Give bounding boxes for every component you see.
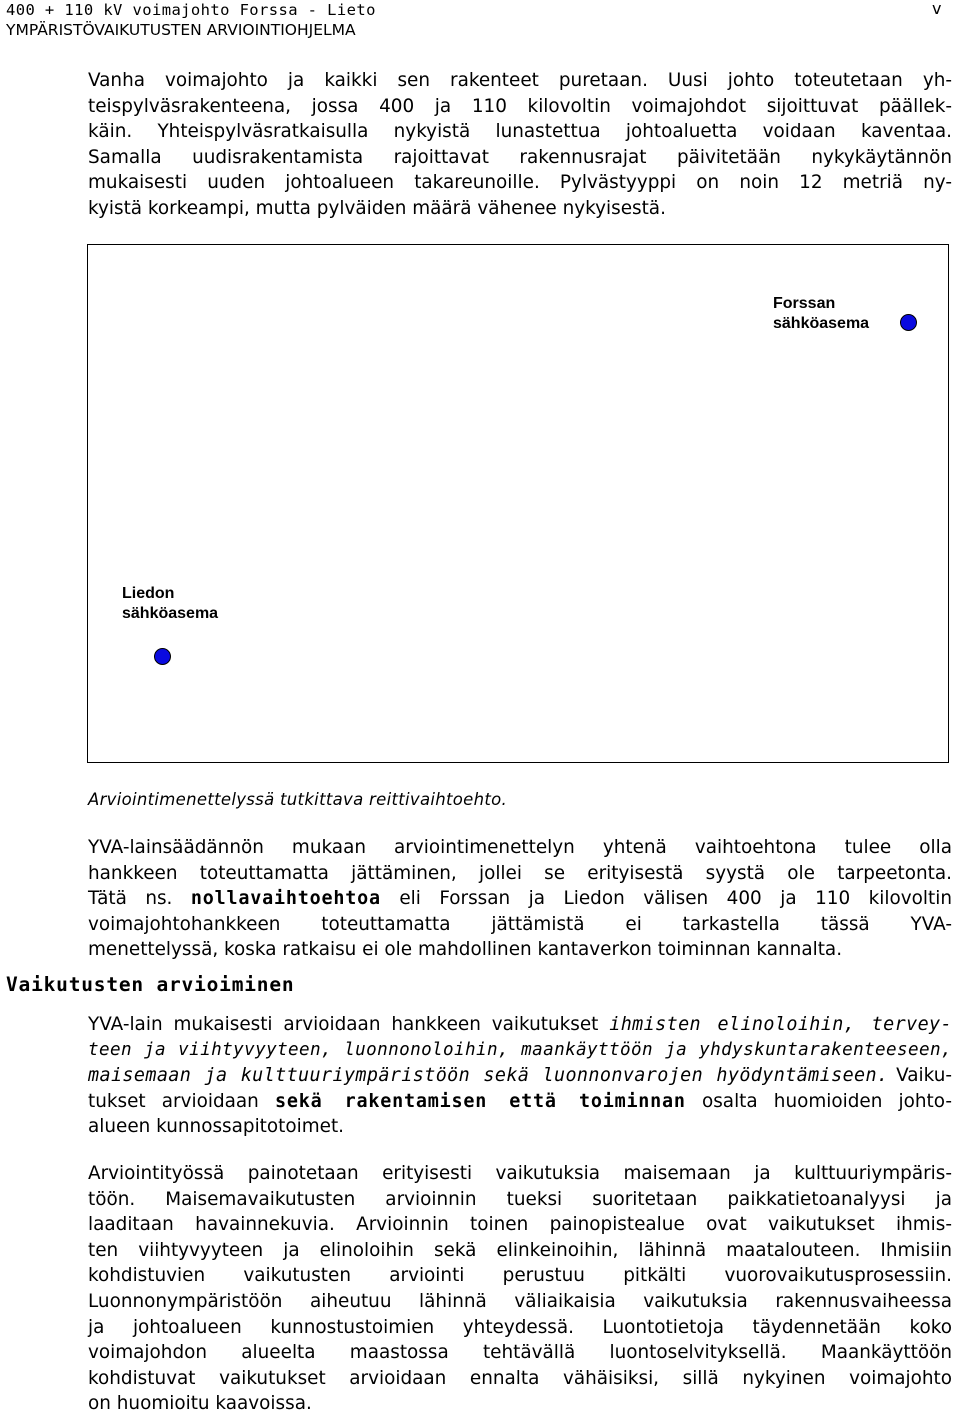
- document-subtitle: YMPÄRISTÖVAIKUTUSTEN ARVIOINTIOHJELMA: [6, 21, 356, 39]
- text-run: tukset arvioidaan: [88, 1090, 275, 1112]
- forssa-substation-marker: [900, 314, 917, 331]
- text-line: käin. Yhteispylväsratkaisulla nykyistä lunastettua johtoaluetta voidaan kaventaa.: [88, 121, 952, 143]
- label-line: sähköasema: [773, 315, 870, 332]
- text-line: mukaisesti uuden johtoalueen takareunoille. Pylvästyyppi on noin 12 metriä ny-: [88, 172, 952, 194]
- text-line: hankkeen toteuttamatta jättäminen, jollei se erityisestä syystä ole tarpeetonta.: [88, 862, 952, 884]
- text-line: [88, 1089, 952, 1115]
- text-line: [88, 1012, 952, 1038]
- text-line: laaditaan havainnekuvia. Arvioinnin toinen painopistealue ovat vaikutukset ihmis-: [88, 1214, 952, 1236]
- label-line: Forssan: [773, 295, 836, 312]
- forssa-substation-label: [773, 294, 869, 334]
- italic-run: ihmisten elinoloihin, tervey-: [609, 1014, 952, 1035]
- text-line: [88, 886, 952, 912]
- bold-run: sekä rakentamisen että toiminnan: [274, 1090, 686, 1112]
- text-run: Tätä ns.: [88, 888, 191, 910]
- page-number: v: [932, 0, 942, 18]
- figure-caption: Arviointimenettelyssä tutkittava reittivaihtoehto.: [88, 790, 508, 809]
- label-line: sähköasema: [122, 605, 219, 622]
- text-line: kohdistuvien vaikutusten arviointi perustuu pitkälti vuorovaikutusprosessiin.: [88, 1265, 952, 1287]
- lieto-substation-marker: [154, 648, 171, 665]
- text-run: YVA-lain mukaisesti arvioidaan hankkeen vaikutukset: [88, 1014, 610, 1035]
- text-line: voimajohtohankkeen toteuttamatta jättämistä ei tarkastella tässä YVA-: [88, 913, 952, 935]
- italic-run: maisemaan ja kulttuuriympäristöön sekä luonnonvarojen hyödyntämiseen.: [88, 1065, 889, 1087]
- text-line: [88, 1063, 952, 1089]
- text-line: Arviointityössä painotetaan erityisesti vaikutuksia maisemaan ja kulttuuriympäris-: [88, 1163, 952, 1184]
- label-line: Liedon: [122, 585, 175, 602]
- text-line: alueen kunnossapitotoimet.: [88, 1116, 345, 1138]
- text-line: teispylväsrakenteena, jossa 400 ja 110 kilovoltin voimajohdot sijoittuvat päällek-: [88, 95, 952, 117]
- route-map-figure: [87, 244, 949, 763]
- document-title: 400 + 110 kV voimajohto Forssa - Lieto: [6, 1, 376, 19]
- text-line: kyistä korkeampi, mutta pylväiden määrä vähenee nykyisestä.: [88, 197, 666, 219]
- impacts-paragraph: [88, 1012, 952, 1140]
- text-line: ten viihtyvyyteen ja elinoloihin sekä elinkeinoihin, lähinnä maatalouteen. Ihmisiin: [88, 1239, 952, 1261]
- text-line: Luonnonympäristöön aiheutuu lähinnä väliaikaisia vaikutuksia rakennusvaiheessa: [88, 1290, 952, 1312]
- zero-option-term: nollavaihtoehtoa: [190, 888, 381, 910]
- zero-option-paragraph: [88, 835, 952, 963]
- section-heading: Vaikutusten arvioiminen: [6, 973, 295, 996]
- text-run: Vaiku-: [888, 1065, 952, 1087]
- assessment-paragraph: [88, 1161, 952, 1417]
- intro-paragraph: [88, 68, 952, 222]
- text-line: teen ja viihtyvyyteen, luonnonoloihin, maankäyttöön ja yhdyskuntarakenteeseen,: [88, 1039, 952, 1060]
- text-line: töön. Maisemavaikutusten arvioinnin tueksi suoritetaan paikkatietoanalyysi ja: [88, 1188, 952, 1210]
- text-line: kohdistuvat vaikutukset arvioidaan ennalta vähäisiksi, sillä nykyinen voimajohto: [88, 1367, 952, 1389]
- text-line: menettelyssä, koska ratkaisu ei ole mahdollinen kantaverkon toiminnan kannalta.: [88, 939, 843, 961]
- text-line: Samalla uudisrakentamista rajoittavat rakennusrajat päivitetään nykykäytännön: [88, 146, 952, 168]
- text-line: on huomioitu kaavoissa.: [88, 1393, 312, 1415]
- text-run: osalta huomioiden johto-: [685, 1090, 953, 1112]
- text-run: eli Forssan ja Liedon välisen 400 ja 110 kilovoltin: [380, 888, 952, 910]
- text-line: Vanha voimajohto ja kaikki sen rakenteet puretaan. Uusi johto toteutetaan yh-: [88, 70, 952, 91]
- text-line: voimajohdon alueelta maastossa tehtävällä luontoselvityksellä. Maankäyttöön: [88, 1342, 952, 1364]
- text-line: ja johtoalueen kunnostustoimien yhteydessä. Luontotietoja täydennetään koko: [88, 1316, 952, 1338]
- lieto-substation-label: [122, 584, 218, 624]
- text-line: YVA-lainsäädännön mukaan arviointimenettelyn yhtenä vaihtoehtona tulee olla: [88, 837, 952, 858]
